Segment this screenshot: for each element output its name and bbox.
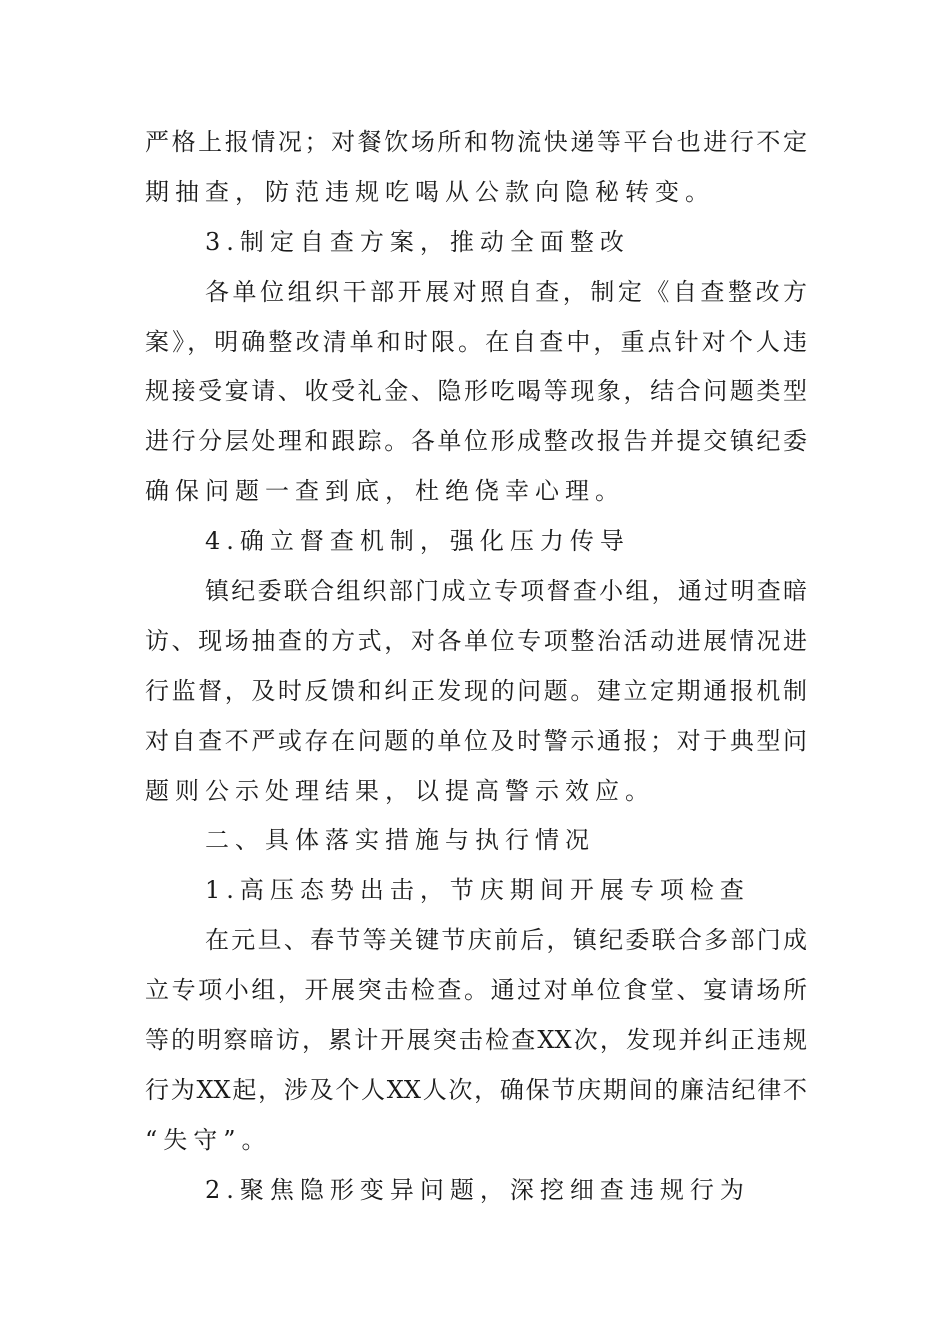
paragraph-line: 行为XX起，涉及个人XX人次，确保节庆期间的廉洁纪律不 bbox=[145, 1075, 807, 1104]
paragraph-line: 行监督，及时反馈和纠正发现的问题。建立定期通报机制 bbox=[145, 676, 807, 705]
paragraph-line: “失守”。 bbox=[145, 1125, 272, 1154]
section-heading-2: 2.聚焦隐形变异问题，深挖细查违规行为 bbox=[205, 1175, 750, 1204]
paragraph-line: 访、现场抽查的方式，对各单位专项整治活动进展情况进 bbox=[145, 626, 807, 655]
paragraph-line: 期抽查，防范违规吃喝从公款向隐秘转变。 bbox=[145, 177, 715, 206]
section-heading-1: 1.高压态势出击，节庆期间开展专项检查 bbox=[205, 876, 750, 905]
section-heading-4: 4.确立督查机制，强化压力传导 bbox=[205, 527, 630, 556]
paragraph-line: 各单位组织干部开展对照自查，制定《自查整改方 bbox=[205, 277, 807, 306]
paragraph-line: 进行分层处理和跟踪。各单位形成整改报告并提交镇纪委 bbox=[145, 427, 807, 456]
paragraph-line: 立专项小组，开展突击检查。通过对单位食堂、宴请场所 bbox=[145, 976, 807, 1005]
paragraph-line: 规接受宴请、收受礼金、隐形吃喝等现象，结合问题类型 bbox=[145, 377, 807, 406]
paragraph-line: 确保问题一查到底，杜绝侥幸心理。 bbox=[145, 477, 625, 506]
paragraph-line: 等的明察暗访，累计开展突击检查XX次，发现并纠正违规 bbox=[145, 1026, 807, 1055]
paragraph-line: 镇纪委联合组织部门成立专项督查小组，通过明查暗 bbox=[205, 577, 807, 606]
section-heading-3: 3.制定自查方案，推动全面整改 bbox=[205, 227, 630, 256]
paragraph-line: 案》，明确整改清单和时限。在自查中，重点针对个人违 bbox=[145, 327, 807, 356]
document-page bbox=[145, 118, 807, 1216]
chapter-heading-2: 二、具体落实措施与执行情况 bbox=[205, 826, 595, 855]
paragraph-line: 在元旦、春节等关键节庆前后，镇纪委联合多部门成 bbox=[205, 926, 807, 955]
paragraph-line: 对自查不严或存在问题的单位及时警示通报；对于典型问 bbox=[145, 726, 807, 755]
paragraph-line: 严格上报情况；对餐饮场所和物流快递等平台也进行不定 bbox=[145, 128, 807, 156]
paragraph-line: 题则公示处理结果，以提高警示效应。 bbox=[145, 776, 655, 805]
